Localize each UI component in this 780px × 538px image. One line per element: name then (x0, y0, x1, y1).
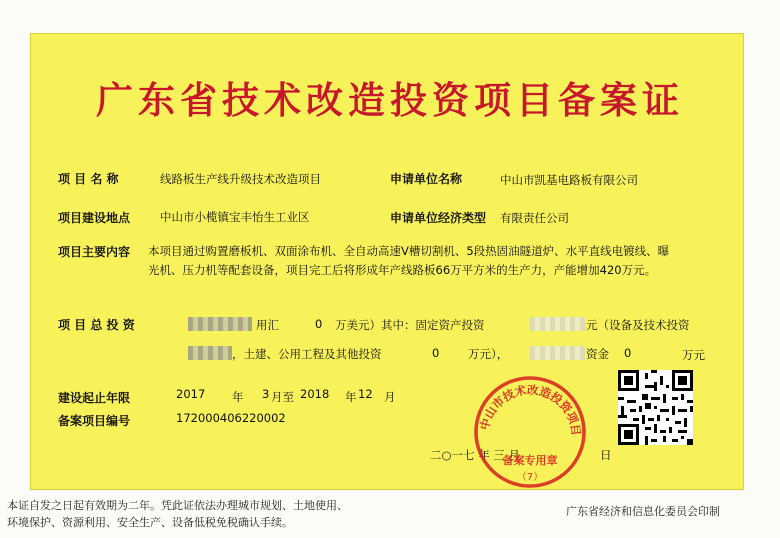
start-year-char: 年 (232, 390, 244, 404)
inv-row1-b: 0 (315, 317, 323, 331)
inv-row2-c: 万元）， (468, 347, 509, 361)
record-no-label: 备案项目编号 (58, 414, 131, 428)
issue-day-char: 日 (600, 448, 612, 462)
inv-row2-f: 万元 (682, 348, 705, 362)
inv-row2-b: 0 (432, 346, 440, 360)
seal-center-text: 备案专用章 (502, 454, 558, 467)
qr-code (618, 370, 693, 445)
end-month: 12 (358, 387, 373, 401)
inv-row2-d: 资金 (586, 347, 609, 361)
inv-row2-e: 0 (624, 346, 632, 360)
period-label: 建设起止年限 (58, 391, 131, 405)
investment-label: 项 目 总 投 资 (58, 318, 135, 332)
content-line-2: 光机、压力机等配套设备，项目完工后将形成年产线路板66万平方米的生产力，产能增加420万元。 (148, 263, 657, 277)
footer-note-line-2: 环境保护、资源利用、安全生产、设备低税免税确认手续。 (7, 516, 293, 529)
inv-row1-c: 万美元）其中：固定资产投资 (335, 318, 485, 332)
certificate-title: 广东省技术改造投资项目备案证 (96, 78, 684, 122)
start-year: 2017 (176, 387, 206, 401)
footer-note-line-1: 本证自发之日起有效期为二年。凭此证依法办理城市规划、土地使用、 (7, 499, 348, 512)
official-seal (470, 372, 590, 492)
redacted-amount (530, 317, 585, 331)
inv-row1-a: 用汇 (256, 318, 279, 332)
redacted-amount (188, 317, 252, 331)
redacted-amount (530, 346, 586, 360)
applicant-type-label: 申请单位经济类型 (390, 211, 487, 225)
applicant-type-value: 有限责任公司 (500, 211, 569, 225)
end-year-char: 年 (345, 390, 357, 404)
issuer-text: 广东省经济和信息化委员会印制 (566, 505, 720, 518)
inv-row1-d: 元（设备及技术投资 (586, 318, 690, 332)
location-label: 项目建设地点 (58, 211, 131, 225)
seal-arc-text: 中山市技术改造投资项目 (477, 382, 584, 437)
month-to: 月至 (271, 390, 294, 404)
applicant-value: 中山市凯基电路板有限公司 (500, 173, 638, 187)
end-month-char: 月 (384, 390, 396, 404)
end-year: 2018 (300, 387, 330, 401)
content-label: 项目主要内容 (58, 245, 131, 259)
content-line-1: 本项目通过购置磨板机、双面涂布机、全自动高速V槽切割机、5段热固油隧道炉、水平直线电镀线、曝 (148, 244, 670, 258)
location-value: 中山市小榄镇宝丰怡生工业区 (160, 210, 310, 224)
redacted-amount (188, 346, 232, 360)
applicant-label: 申请单位名称 (390, 172, 463, 186)
inv-row2-a: ，土建、公用工程及其他投资 (232, 347, 382, 361)
start-month: 3 (262, 387, 270, 401)
seal-number: （7） (516, 472, 544, 483)
project-name-label: 项 目 名 称 (58, 172, 119, 186)
record-no-value: 172000406220002 (176, 411, 286, 425)
project-name-value: 线路板生产线升级技术改造项目 (160, 172, 321, 186)
issue-date: 二○一七 年 三 月 (430, 448, 521, 462)
